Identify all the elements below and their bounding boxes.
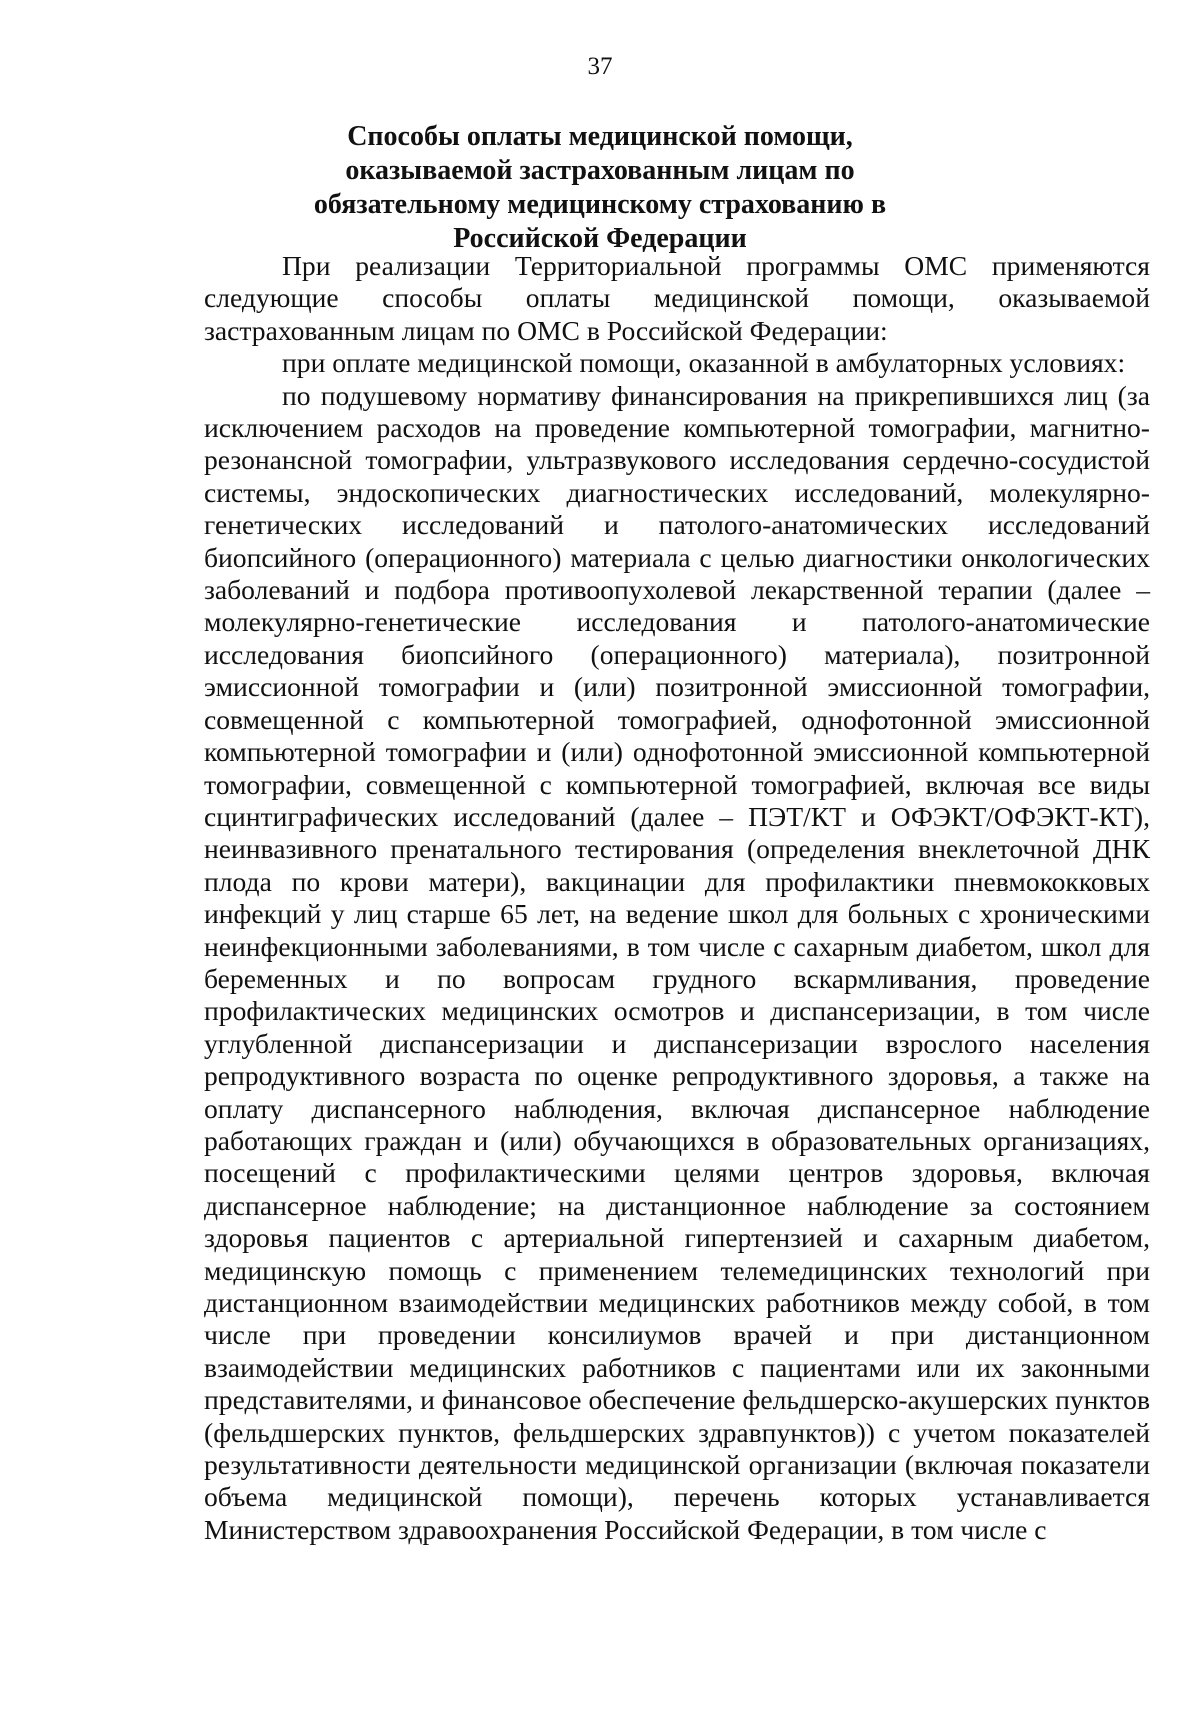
paragraph-per-capita: по подушевому нормативу финансирования на прикрепившихся лиц (за исключением расходов на проведение компьютерной томографии, магнитно-резонансной томографии, ультразвукового исследования сердечно-сосудистой системы, эндоскопических диагностических исследований, молекулярно-генетических исследований и патолого-анатомических исследований биопсийного (операционного) материала с целью диагностики онкологических заболеваний и подбора противоопухолевой лекарственной терапии (далее – молекулярно-генетические исследования и патолого-анатомические исследования биопсийного (операционного) материала), позитронной эмиссионной томографии и (или) позитронной эмиссионной томографии, совмещенной с компьютерной томографией, однофотонной эмиссионной компьютерной томографии и (или) однофотонной эмиссионной компьютерной томографии, совмещенной с компьютерной томографией, включая все виды сцинтиграфических исследований (далее – ПЭТ/КТ и ОФЭКТ/ОФЭКТ-КТ), неинвазивного пренатального тестирования (определения внеклеточной ДНК плода по крови матери), вакцинации для профилактики пневмококковых инфекций у лиц старше 65 лет, на ведение школ для больных с хроническими неинфекционными заболеваниями, в том числе с сахарным диабетом, школ для беременных и по вопросам грудного вскармливания, проведение профилактических медицинских осмотров и диспансеризации, в том числе углубленной диспансеризации и диспансеризации взрослого населения репродуктивного возраста по оценке репродуктивного здоровья, а также на оплату диспансерного наблюдения, включая диспансерное наблюдение работающих граждан и (или) обучающихся в образовательных организациях, посещений с профилактическими целями центров здоровья, включая диспансерное наблюдение; на дистанционное наблюдение за состоянием здоровья пациентов с артериальной гипертензией и сахарным диабетом, медицинскую помощь с применением телемедицинских технологий при дистанционном взаимодействии медицинских работников между собой, в том числе при проведении консилиумов врачей и при дистанционном взаимодействии медицинских работников с пациентами или их законными представителями, и финансовое обеспечение фельдшерско-акушерских пунктов (фельдшерских пунктов, фельдшерских здравпунктов)) с учетом показателей результативности деятельности медицинской организации (включая показатели объема медицинской помощи), перечень которых устанавливается Министерством здравоохранения Российской Федерации, в том числе с [204, 379, 1150, 1545]
page-number: 37 [587, 53, 613, 80]
document-body [204, 250, 1150, 1546]
document-title: Способы оплаты медицинской помощи, оказываемой застрахованным лицам по обязательному медицинскому страхованию в Российской Федерации [313, 121, 887, 254]
paragraph-intro: При реализации Территориальной программы ОМС применяются следующие способы оплаты медицинской помощи, оказываемой застрахованным лицам по ОМС в Российской Федерации: [204, 250, 1150, 346]
paragraph-ambulatory: при оплате медицинской помощи, оказанной в амбулаторных условиях: [282, 347, 1126, 379]
